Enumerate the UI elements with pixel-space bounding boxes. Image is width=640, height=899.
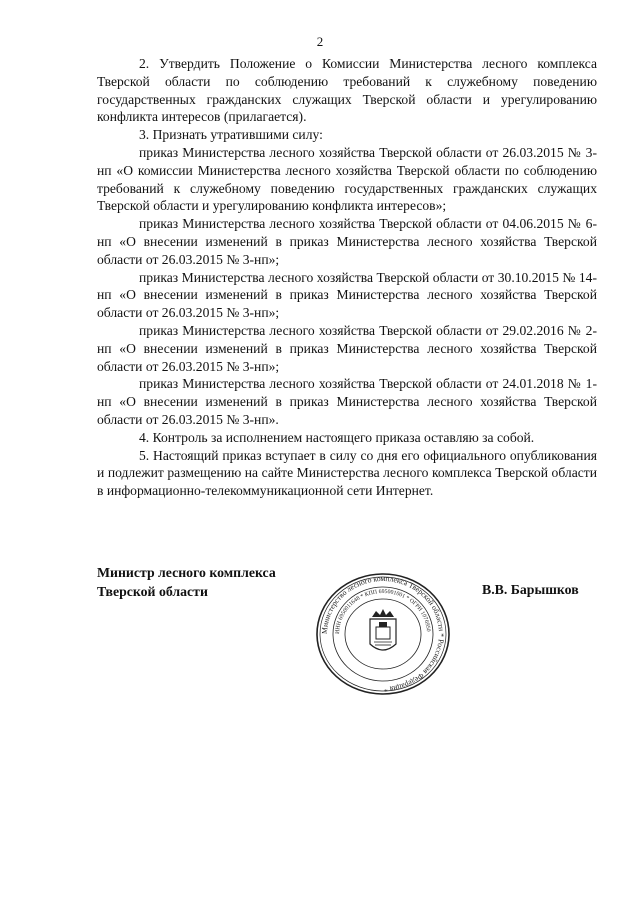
paragraph-approve-regulation: 2. Утвердить Положение о Комиссии Министерства лесного комплекса Тверской области по соблюдению требований к служебному поведению государственных гражданских служащих Тверской области и урегулированию конфликта интересов (прилагается). [97, 56, 597, 125]
coat-of-arms-icon [370, 609, 396, 650]
signatory-name: В.В. Барышков [482, 582, 579, 597]
paragraph-control: 4. Контроль за исполнением настоящего приказа оставляю за собой. [139, 429, 535, 445]
seal-inner-text: ИНН 6950011648 * КПП 695001001 * ОГРН 1076950 [334, 588, 431, 635]
signatory-position [97, 563, 276, 601]
official-seal-icon [313, 572, 453, 696]
paragraph-repealed-order-5: приказ Министерства лесного хозяйства Тверской области от 24.01.2018 № 1-нп «О внесении изменений в приказ Министерства лесного хозяйства Тверской области от 26.03.2015 № 3-нп». [97, 376, 597, 427]
signatory-position-line2: Тверской области [97, 584, 208, 599]
signatory-position-line1: Министр лесного комплекса [97, 565, 276, 580]
seal-outer-text: Министерство лесного комплекса Тверской области * Российская Федерация * [319, 573, 447, 695]
paragraph-repealed-order-3: приказ Министерства лесного хозяйства Тверской области от 30.10.2015 № 14-нп «О внесении изменений в приказ Министерства лесного хозяйства Тверской области от 26.03.2015 № 3-нп»; [97, 269, 597, 321]
paragraph-entry-into-force: 5. Настоящий приказ вступает в силу со дня его официального опубликования и подлежит размещению на сайте Министерства лесного комплекса Тверской области в информационно-телекоммуникационной сети Интернет. [97, 447, 597, 499]
paragraph-repealed-order-1: приказ Министерства лесного хозяйства Тверской области от 26.03.2015 № 3-нп «О комиссии Министерства лесного хозяйства Тверской области по соблюдению требований к служебному поведению государственных гражданских служащих Тверской области и урегулированию конфликта интересов»; [97, 144, 597, 214]
paragraph-repealed-order-2: приказ Министерства лесного хозяйства Тверской области от 04.06.2015 № 6-нп «О внесении изменений в приказ Министерства лесного хозяйства Тверской области от 26.03.2015 № 3-нп»; [97, 216, 597, 267]
paragraph-repealed-order-4: приказ Министерства лесного хозяйства Тверской области от 29.02.2016 № 2-нп «О внесении изменений в приказ Министерства лесного хозяйства Тверской области от 26.03.2015 № 3-нп»; [97, 322, 597, 374]
page-number: 2 [316, 34, 324, 49]
document-body [97, 55, 597, 500]
paragraph-repeal-heading: 3. Признать утратившими силу: [139, 127, 323, 143]
